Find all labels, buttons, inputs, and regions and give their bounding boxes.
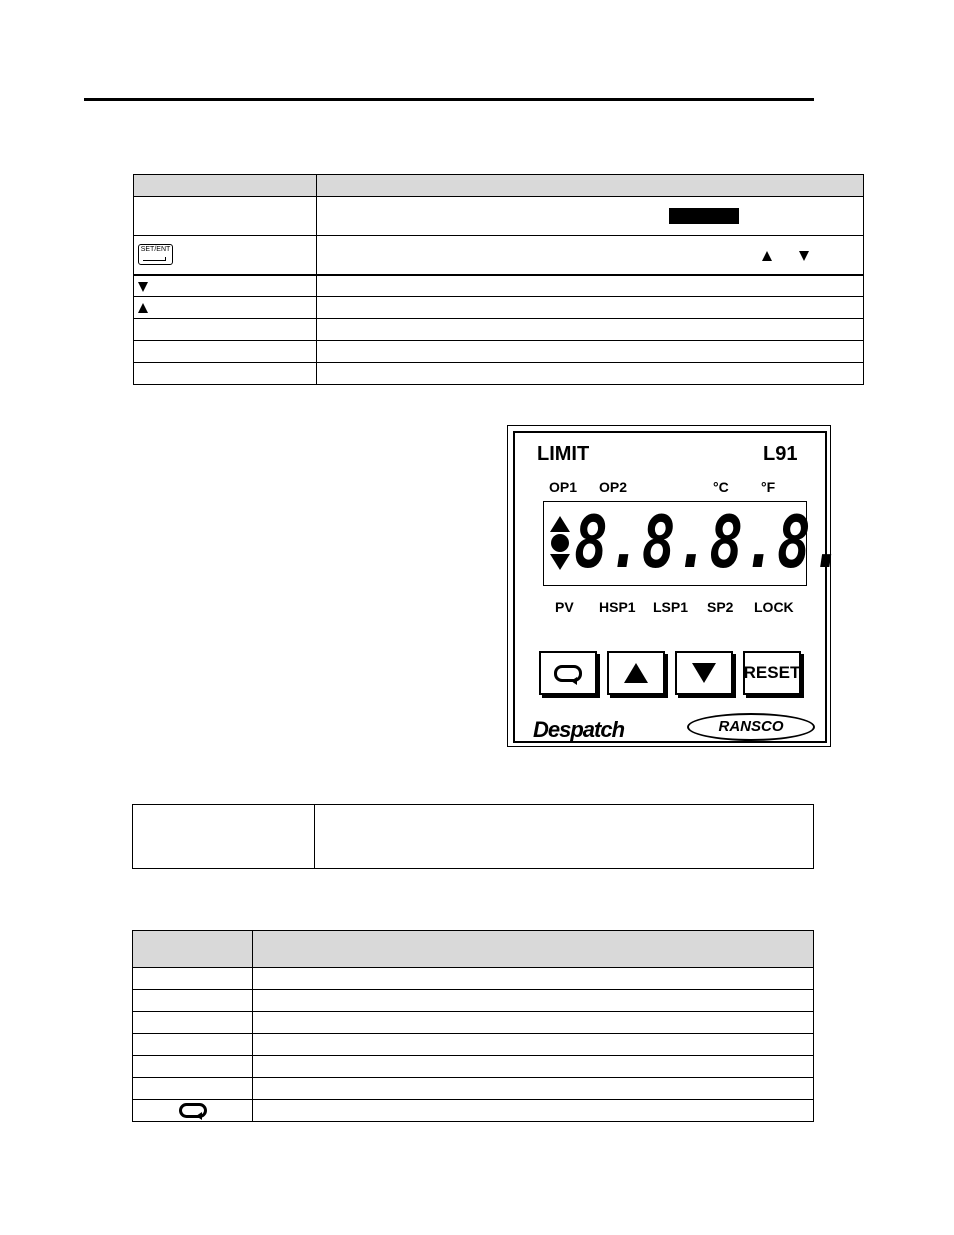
table-row <box>134 319 864 341</box>
keys-table-header <box>134 175 864 197</box>
indicator-dot-icon <box>551 534 569 552</box>
keys-table <box>133 174 864 385</box>
parameter-table-header <box>133 931 814 968</box>
table-row <box>134 197 864 236</box>
redaction-bar <box>669 208 739 224</box>
parameter-table <box>132 930 814 1122</box>
up-button[interactable] <box>607 651 665 695</box>
up-arrow-icon <box>138 303 148 313</box>
despatch-logo: Despatch <box>533 717 625 742</box>
table-row <box>134 363 864 385</box>
down-button[interactable] <box>675 651 733 695</box>
indicator-down-icon <box>550 554 570 570</box>
op1-label: OP1 <box>549 479 578 495</box>
indicator-lsp1: LSP1 <box>653 599 689 615</box>
top-rule <box>84 98 814 101</box>
down-arrow-icon <box>138 282 148 292</box>
celsius-label: °C <box>713 479 729 495</box>
loop-icon <box>554 665 582 682</box>
fahrenheit-label: °F <box>761 479 776 495</box>
ransco-logo: RANSCO <box>687 713 815 741</box>
led-display <box>543 500 845 586</box>
op2-label: OP2 <box>599 479 628 495</box>
table-row <box>134 275 864 297</box>
note-box <box>132 804 814 869</box>
indicator-pv: PV <box>555 599 574 615</box>
table-row <box>134 236 864 275</box>
display-digits: 8.8.8.8. <box>574 500 845 584</box>
reset-button[interactable]: RESET <box>743 651 801 695</box>
down-arrow-icon <box>799 251 809 261</box>
table-row <box>133 1056 814 1078</box>
down-arrow-icon <box>692 663 716 683</box>
table-row <box>133 1034 814 1056</box>
table-row <box>133 990 814 1012</box>
table-row <box>133 1012 814 1034</box>
up-arrow-icon <box>624 663 648 683</box>
up-arrow-icon <box>762 251 772 261</box>
indicator-hsp1: HSP1 <box>599 599 636 615</box>
model-number: L91 <box>763 443 798 465</box>
indicator-up-icon <box>550 516 570 532</box>
loop-icon <box>179 1103 207 1118</box>
table-row <box>133 1100 814 1122</box>
table-row <box>133 1078 814 1100</box>
table-row <box>133 968 814 990</box>
indicator-lock: LOCK <box>754 599 794 615</box>
set-enter-key-icon: SET/ENT <box>138 244 173 265</box>
table-row <box>134 297 864 319</box>
model-name: LIMIT <box>537 443 590 465</box>
indicator-sp2: SP2 <box>707 599 734 615</box>
scroll-button[interactable] <box>539 651 597 695</box>
controller-panel <box>507 425 845 747</box>
table-row <box>134 341 864 363</box>
